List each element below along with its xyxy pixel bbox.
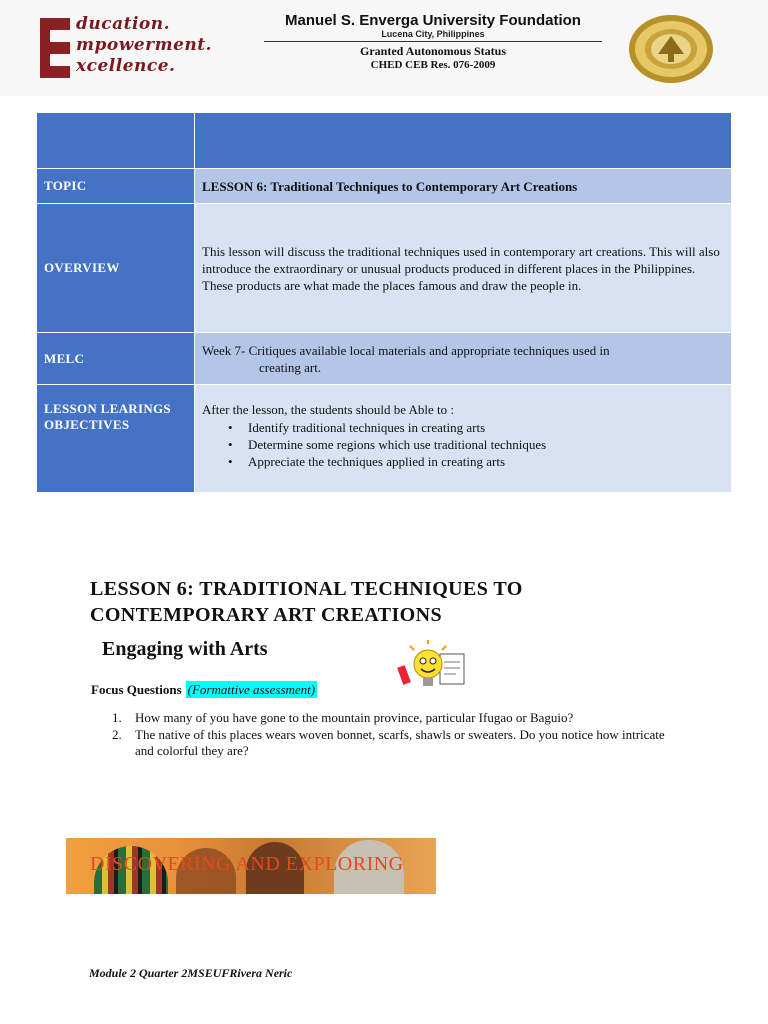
page-header: [0, 0, 768, 96]
motto-line-2: mpowerment.: [76, 35, 213, 55]
lesson-title: LESSON 6: TRADITIONAL TECHNIQUES TO CONTEMPORARY ART CREATIONS: [90, 578, 523, 626]
topic-value: LESSON 6: Traditional Techniques to Contemporary Art Creations: [195, 169, 732, 204]
list-item: • Appreciate the techniques applied in creating arts: [202, 453, 724, 470]
ched-resolution: CHED CEB Res. 076-2009: [370, 59, 496, 71]
overview-value: This lesson will discuss the traditional techniques used in contemporary art creations. This will also introduce the extraordinary or unusual products produced in different places in the Philippines. These products are what made the places famous and draw the people in.: [195, 204, 732, 333]
banner-title: DISCOVERING AND EXPLORING: [90, 853, 404, 875]
discovering-banner: [66, 838, 436, 894]
motto-line-3: xcellence.: [76, 56, 176, 76]
table-header-cell: [195, 113, 732, 169]
focus-questions-title: Focus Questions: [91, 682, 182, 697]
institution-city: Lucena City, Philippines: [381, 29, 485, 39]
question-number: 2.: [112, 727, 122, 742]
institution-name: Manuel S. Enverga University Foundation: [285, 12, 581, 29]
topic-label: TOPIC: [37, 169, 195, 204]
question-number: 1.: [112, 710, 122, 725]
objectives-value: [195, 385, 732, 493]
focus-questions-label: [91, 682, 317, 698]
page-footer: Module 2 Quarter 2MSEUFRivera Neric: [89, 966, 293, 980]
focus-questions-list: [112, 710, 672, 760]
seal-icon: [628, 14, 714, 84]
table-row-topic: [37, 169, 732, 204]
logo-letter-e: [40, 18, 70, 78]
list-item: [112, 727, 672, 759]
autonomous-status: Granted Autonomous Status: [359, 44, 507, 58]
motto-line-1: ducation.: [76, 14, 171, 34]
melc-line-1: Week 7- Critiques available local materials and appropriate techniques used in: [202, 342, 610, 358]
institution-block: [258, 12, 608, 71]
university-logo: [36, 14, 246, 80]
table-header-row: [37, 113, 732, 169]
divider: [264, 41, 602, 42]
formative-assessment-tag: (Formattive assessment): [187, 682, 316, 697]
list-item: • Identify traditional techniques in creating arts: [202, 419, 724, 436]
objectives-label: LESSON LEARINGS OBJECTIVES: [37, 385, 195, 493]
objectives-intro: After the lesson, the students should be Able to :: [202, 402, 455, 417]
objectives-list: [202, 419, 724, 470]
section-heading: Engaging with Arts: [102, 638, 268, 660]
overview-label: OVERVIEW: [37, 204, 195, 333]
list-item: [112, 710, 672, 726]
table-row-objectives: [37, 385, 732, 493]
melc-value: [195, 333, 732, 385]
lightbulb-icon: [394, 640, 470, 692]
melc-label: MELC: [37, 333, 195, 385]
melc-line-2: creating art.: [259, 359, 322, 375]
question-text: The native of this places wears woven bonnet, scarfs, shawls or sweaters. Do you notice how intricate and colorful they are?: [135, 727, 665, 758]
table-header-cell: [37, 113, 195, 169]
list-item: • Determine some regions which use traditional techniques: [202, 436, 724, 453]
question-text: How many of you have gone to the mountain province, particular Ifugao or Baguio?: [135, 710, 574, 725]
lesson-info-table: [36, 112, 732, 493]
table-row-overview: [37, 204, 732, 333]
table-row-melc: [37, 333, 732, 385]
